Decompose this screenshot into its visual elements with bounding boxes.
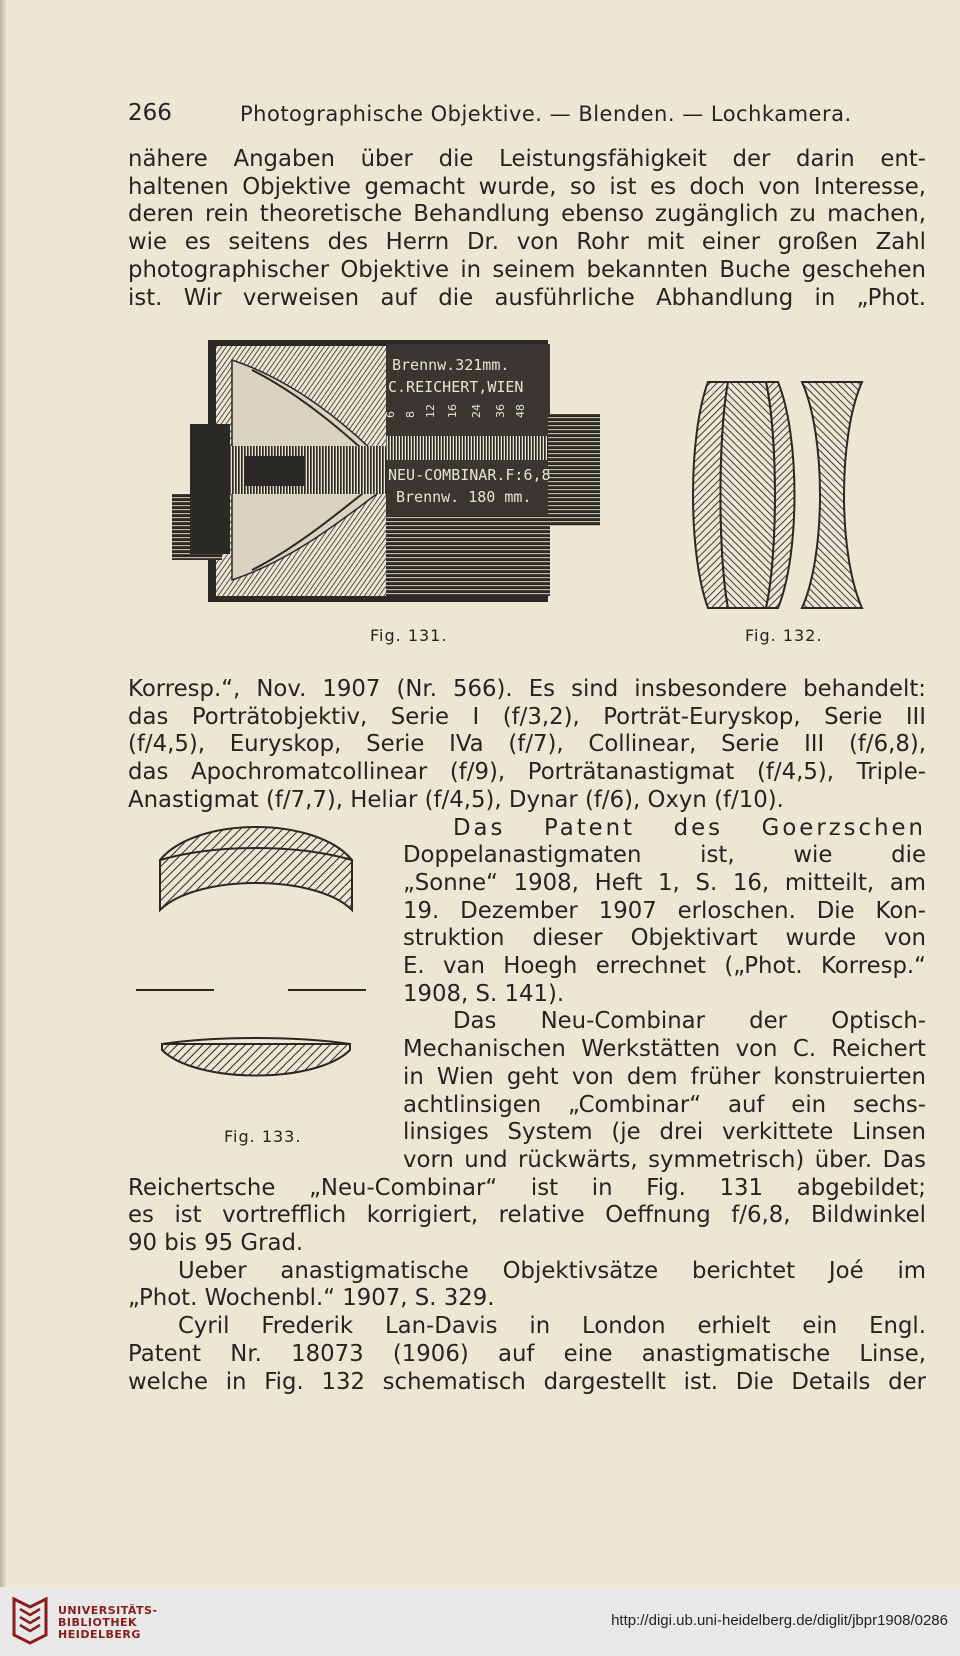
- lens-inscription-2: C.REICHERT,WIEN: [388, 378, 524, 396]
- digitization-footer: [0, 1587, 960, 1656]
- text-line: struktion dieser Objektivart wurde von: [403, 925, 926, 952]
- svg-text:12: 12: [424, 404, 437, 418]
- page-number: 266: [128, 100, 172, 126]
- running-header: [128, 100, 926, 126]
- text-line: 1908, S. 141).: [403, 980, 565, 1007]
- text-line: „Sonne“ 1908, Heft 1, S. 16, mitteilt, am: [403, 869, 926, 896]
- university-library-logo-icon: [8, 1595, 52, 1647]
- text-line: haltenen Objektive gemacht wurde, so ist es doch von Interesse,: [128, 173, 926, 200]
- digital-copy-link[interactable]: http://digi.ub.uni-heidelberg.de/diglit/jbpr1908/0286: [611, 1612, 948, 1629]
- text-line: 90 bis 95 Grad.: [128, 1230, 304, 1256]
- text-line: ist. Wir verweisen auf die ausführliche Abhandlung in „Phot.: [128, 284, 926, 311]
- text-line: achtlinsigen „Combinar“ auf ein sechs-: [403, 1091, 926, 1118]
- text-line: Cyril Frederik Lan-Davis in London erhielt ein Engl.: [178, 1313, 926, 1340]
- text-line: Patent Nr. 18073 (1906) auf eine anastigmatische Linse,: [128, 1340, 926, 1367]
- text-line: Mechanischen Werkstätten von C. Reichert: [403, 1036, 926, 1063]
- text-line: vorn und rückwärts, symmetrisch) über. Das: [403, 1146, 926, 1173]
- figure-131-caption: Fig. 131.: [370, 626, 448, 645]
- library-name: UNIVERSITÄTS- BIBLIOTHEK HEIDELBERG: [58, 1604, 158, 1641]
- text-line: das Porträtobjektiv, Serie I (f/3,2), Porträt-Euryskop, Serie III: [128, 703, 926, 730]
- text-line: es ist vortrefflich korrigiert, relative Oeffnung f/6,8, Bildwinkel: [128, 1202, 926, 1229]
- text-line: linsiges System (je drei verkittete Linsen: [403, 1119, 926, 1146]
- figure-133-lens-sections: [136, 814, 376, 1114]
- lens-inscription-3: NEU-COMBINAR.F:6,8: [388, 466, 551, 484]
- text-line: das Apochromatcollinear (f/9), Porträtanastigmat (f/4,5), Triple-: [128, 759, 926, 786]
- text-line: Ueber anastigmatische Objektivsätze berichtet Joé im: [178, 1257, 926, 1284]
- figure-132-lens-schematic: [688, 376, 868, 614]
- svg-text:24: 24: [470, 404, 483, 418]
- text-line: 19. Dezember 1907 erloschen. Die Kon-: [403, 897, 926, 924]
- text-line: „Phot. Wochenbl.“ 1907, S. 329.: [128, 1285, 495, 1312]
- text-line: photographischer Objektive in seinem bekannten Buche geschehen: [128, 256, 926, 283]
- text-line: Das Neu-Combinar der Optisch-: [453, 1008, 926, 1035]
- lens-inscription-1: Brennw.321mm.: [392, 356, 510, 374]
- text-line: Doppelanastigmaten ist, wie die: [403, 842, 926, 869]
- text-line: (f/4,5), Euryskop, Serie IVa (f/7), Collinear, Serie III (f/6,8),: [128, 731, 926, 758]
- page-edge-shadow: [0, 0, 6, 1587]
- text-line: in Wien geht von dem früher konstruierten: [403, 1063, 926, 1090]
- svg-text:48: 48: [514, 404, 527, 418]
- figure-132-caption: Fig. 132.: [745, 626, 823, 645]
- text-line: deren rein theoretische Behandlung ebenso zugänglich zu machen,: [128, 201, 926, 228]
- svg-text:6: 6: [384, 411, 397, 418]
- text-line: Anastigmat (f/7,7), Heliar (f/4,5), Dynar (f/6), Oxyn (f/10).: [128, 786, 784, 813]
- svg-text:36: 36: [494, 404, 507, 418]
- text-line: E. van Hoegh errechnet („Phot. Korresp.“: [403, 953, 926, 979]
- text-line: Das Patent des Goerzschen: [453, 814, 926, 841]
- svg-text:8: 8: [404, 411, 417, 418]
- text-line: welche in Fig. 132 schematisch dargestellt ist. Die Details der: [128, 1368, 926, 1395]
- running-title: Photographische Objektive. — Blenden. — Lochkamera.: [240, 102, 852, 126]
- text-line: wie es seitens des Herrn Dr. von Rohr mit einer großen Zahl: [128, 229, 926, 256]
- figure-131-lens-cutaway: [172, 340, 632, 614]
- text-line: Reichertsche „Neu-Combinar“ ist in Fig. 131 abgebildet;: [128, 1174, 926, 1201]
- figure-133-caption: Fig. 133.: [224, 1127, 302, 1146]
- lens-inscription-4: Brennw. 180 mm.: [396, 488, 532, 506]
- text-line: nähere Angaben über die Leistungsfähigkeit der darin ent-: [128, 146, 926, 172]
- svg-text:16: 16: [446, 404, 459, 418]
- text-line: Korresp.“, Nov. 1907 (Nr. 566). Es sind insbesondere behandelt:: [128, 676, 926, 702]
